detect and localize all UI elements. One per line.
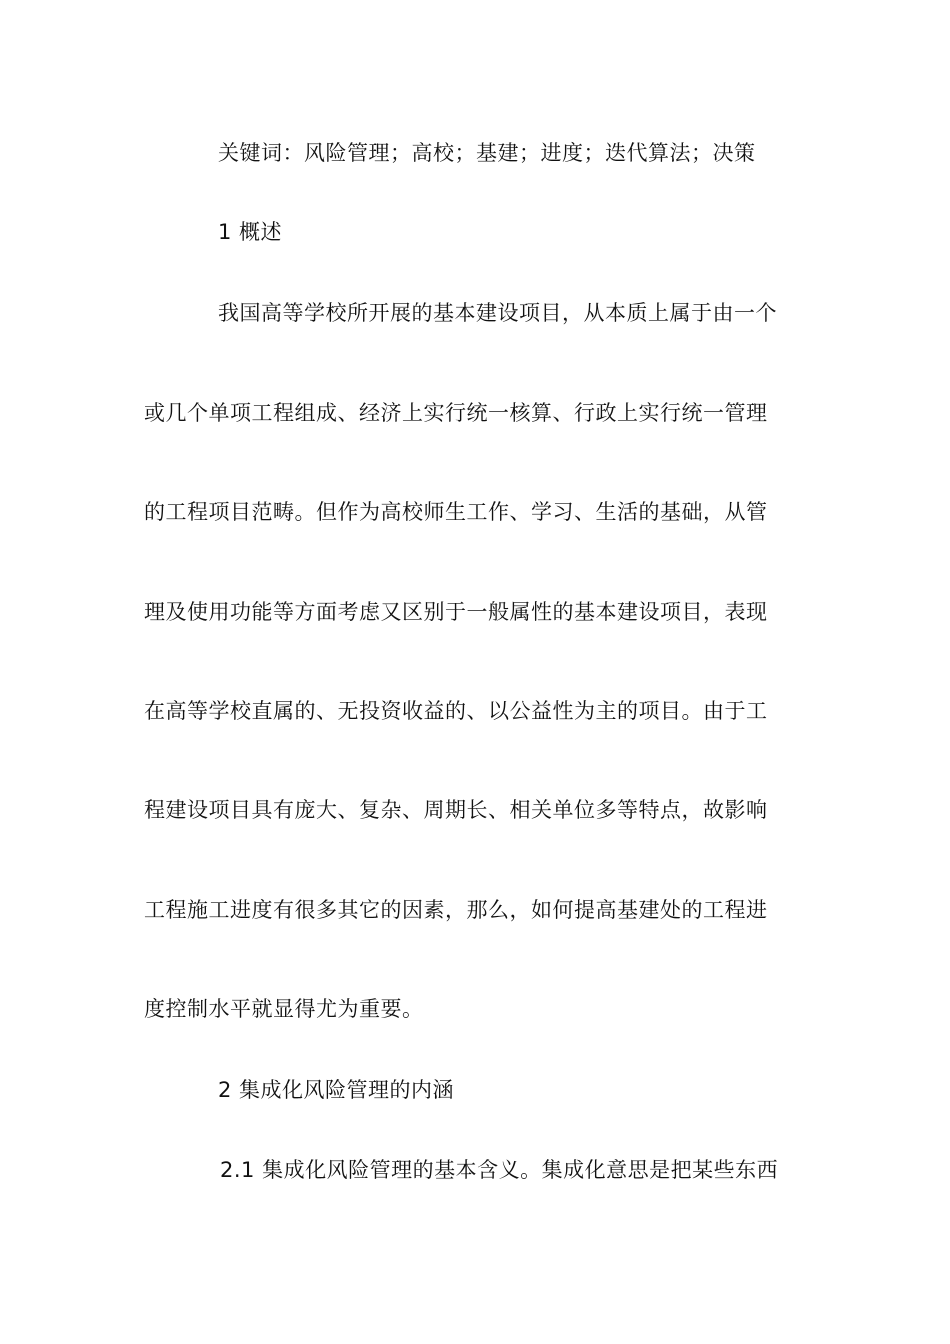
paragraph-line: 度控制水平就显得尤为重要。 xyxy=(144,997,424,1021)
paragraph-line: 我国高等学校所开展的基本建设项目，从本质上属于由一个 xyxy=(218,301,777,325)
paragraph-line: 或几个单项工程组成、经济上实行统一核算、行政上实行统一管理 xyxy=(144,401,768,425)
subsection-line: 2.1 集成化风险管理的基本含义。集成化意思是把某些东西 xyxy=(220,1158,779,1182)
paragraph-line: 的工程项目范畴。但作为高校师生工作、学习、生活的基础，从管 xyxy=(144,500,768,524)
keywords-line: 关键词：风险管理；高校；基建；进度；迭代算法；决策 xyxy=(218,141,756,165)
paragraph-line: 在高等学校直属的、无投资收益的、以公益性为主的项目。由于工 xyxy=(144,699,768,723)
section-heading-integrated-risk: 2 集成化风险管理的内涵 xyxy=(218,1078,455,1102)
paragraph-line: 程建设项目具有庞大、复杂、周期长、相关单位多等特点，故影响 xyxy=(144,798,768,822)
paragraph-line: 理及使用功能等方面考虑又区别于一般属性的基本建设项目，表现 xyxy=(144,600,768,624)
paragraph-line: 工程施工进度有很多其它的因素，那么，如何提高基建处的工程进 xyxy=(144,898,768,922)
section-heading-overview: 1 概述 xyxy=(218,220,283,244)
